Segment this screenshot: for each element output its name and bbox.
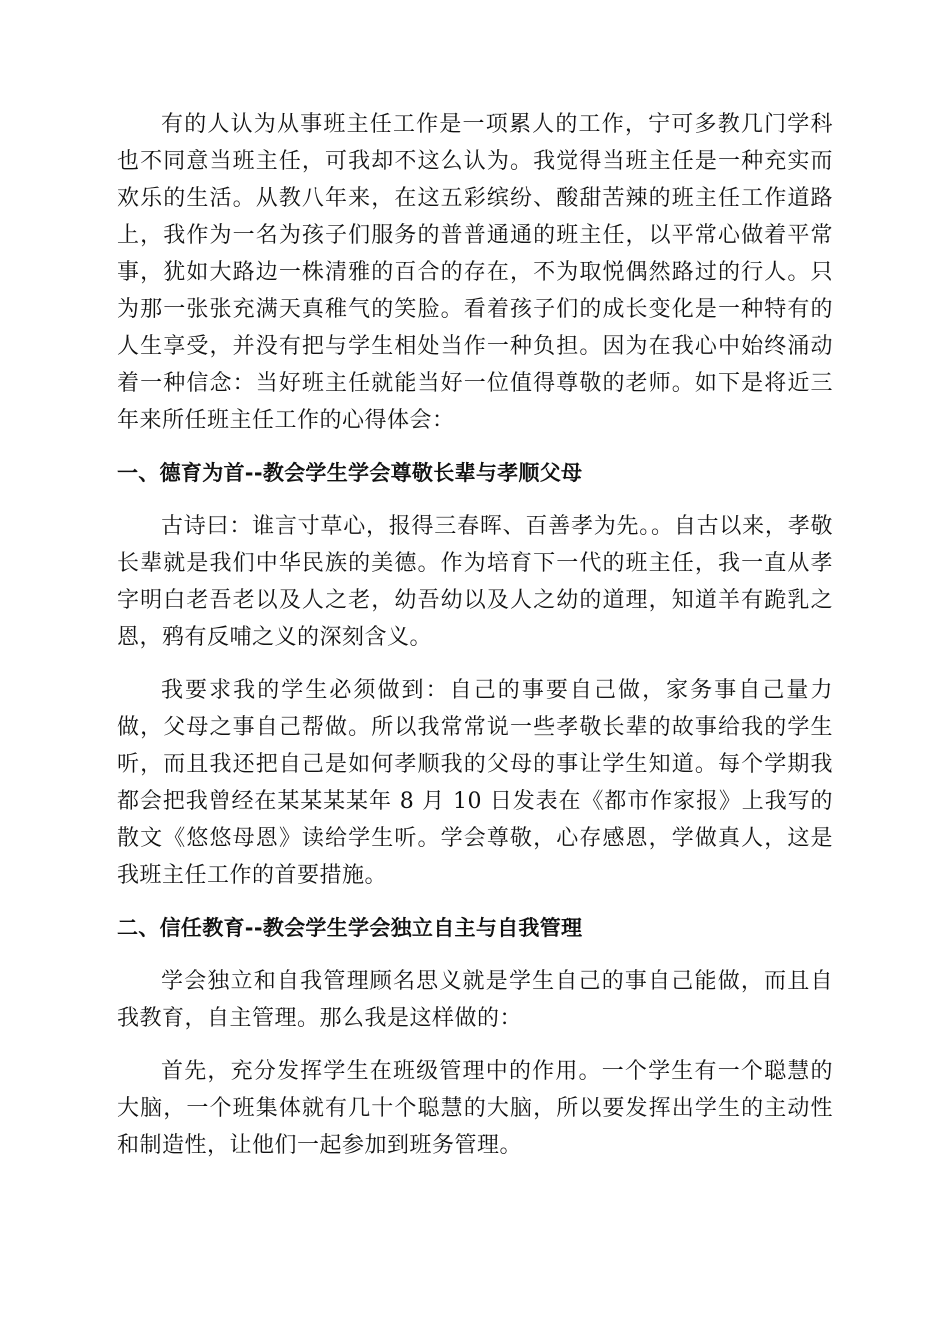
section-1-paragraph-2: 我要求我的学生必须做到：自己的事要自己做，家务事自己量力做，父母之事自己帮做。所以我常常说一些孝敬长辈的故事给我的学生听，而且我还把自己是如何孝顺我的父母的事让学生知道。每个学期我都会把我曾经在某某某某年 8 月 10 日发表在《都市作家报》上我写的散文《悠悠母恩》读给学生听。学会尊敬，心存感恩，学做真人，这是我班主任工作的首要措施。 — [117, 678, 833, 888]
section-2-heading: 二、信任教育--教会学生学会独立自主与自我管理 — [117, 916, 583, 940]
section-1-heading: 一、德育为首--教会学生学会尊敬长辈与孝顺父母 — [117, 461, 583, 485]
document-body — [117, 106, 833, 1180]
section-1-paragraph-1: 古诗曰：谁言寸草心，报得三春晖、百善孝为先。。自古以来，孝敬长辈就是我们中华民族的美德。作为培育下一代的班主任，我一直从孝字明白老吾老以及人之老，幼吾幼以及人之幼的道理，知道羊有跪乳之恩，鸦有反哺之义的深刻含义。 — [117, 514, 833, 650]
intro-paragraph: 有的人认为从事班主任工作是一项累人的工作，宁可多教几门学科也不同意当班主任，可我却不这么认为。我觉得当班主任是一种充实而欢乐的生活。从教八年来，在这五彩缤纷、酸甜苦辣的班主任工作道路上，我作为一名为孩子们服务的普普通通的班主任，以平常心做着平常事，犹如大路边一株清雅的百合的存在，不为取悦偶然路过的行人。只为那一张张充满天真稚气的笑脸。看着孩子们的成长变化是一种特有的人生享受，并没有把与学生相处当作一种负担。因为在我心中始终涌动着一种信念：当好班主任就能当好一位值得尊敬的老师。如下是将近三年来所任班主任工作的心得体会： — [117, 112, 833, 433]
section-2-paragraph-1: 学会独立和自我管理顾名思义就是学生自己的事自己能做，而且自我教育，自主管理。那么我是这样做的： — [117, 969, 833, 1031]
section-2-paragraph-2: 首先，充分发挥学生在班级管理中的作用。一个学生有一个聪慧的大脑，一个班集体就有几十个聪慧的大脑，所以要发挥出学生的主动性和制造性，让他们一起参加到班务管理。 — [117, 1059, 833, 1158]
